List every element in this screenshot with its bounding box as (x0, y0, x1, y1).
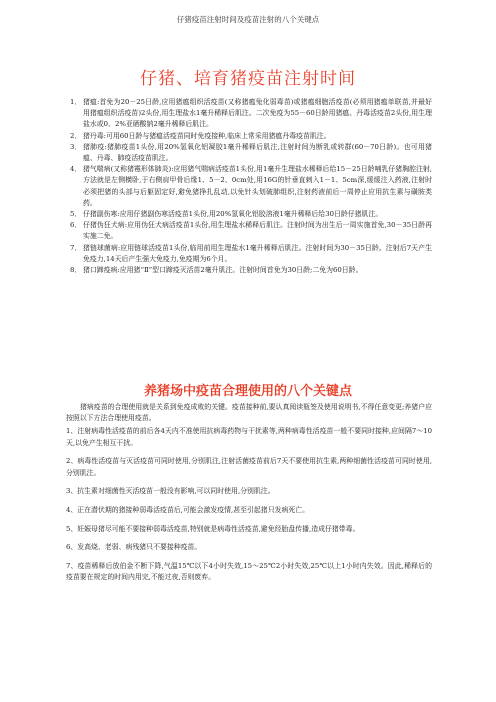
key-point-paragraph: 1、注射病毒性活疫苗的前后各4天内不准使用抗病毒药物与干扰素等,两种病毒性活疫苗一般不要同时接种,应间隔7～10天,以免产生相互干扰。 (66, 427, 432, 447)
item-number: 4． (70, 165, 82, 174)
item-text: 猪瘟:首免为20－25日龄,应用猪瘟组织活疫苗(又称猪瘟兔化弱毒苗)或猪瘟细胞活疫苗(必须用猪瘟单联苗,并最好用猪瘟组织活疫苗)2头份,用生理盐水1毫升稀释后肌注。二次免疫为55－60日龄用猪瘟、丹毒活疫苗2头份,用生理盐水或0、2%亚硒酸钠2毫升稀释后肌注。 (83, 98, 432, 129)
item-text: 仔猪伪狂犬病:应用伪狂犬病活疫苗1头份,用生理盐水稀释后肌注。注射时间为出生后一周实施首免,30－35日龄再实施二免。 (83, 221, 432, 241)
list-item (70, 243, 432, 265)
item-text: 猪口蹄疫病:应用猪“Ⅱ”型口蹄疫灭活苗2毫升肌注。注射时间首免为30日龄;二免为60日龄。 (83, 266, 363, 275)
running-header: 仔猪疫苗注射时间及疫苗注射的八个关键点 (176, 15, 320, 24)
key-point-paragraph: 4、正在潜伏期的猪接种弱毒活疫苗后,可能会激发疫情,甚至引起猪只发病死亡。 (66, 505, 310, 514)
item-number: 2． (70, 131, 82, 140)
key-point-paragraph: 6、发高烧、老弱、病残猪只不要接种疫苗。 (66, 543, 202, 552)
key-point-paragraph: 5、妊娠母猪尽可能不要接种弱毒活疫苗,特别就是病毒性活疫苗,避免经胎盘传播,造成仔猪带毒。 (66, 524, 360, 533)
key-point-paragraph: 2、病毒性活疫苗与灭活疫苗可同时使用,分别肌注,注射活菌疫苗前后7天不要使用抗生素,两种细菌性活疫苗可同时使用,分别肌注。 (66, 457, 432, 477)
list-item (70, 220, 432, 242)
key-points-section (66, 402, 432, 591)
item-text: 仔猪副伤寒:应用仔猪副伤寒活疫苗1头份,用20%氢氧化铝胶溶液1毫升稀释后给30日龄仔猪肌注。 (83, 210, 383, 219)
list-item (70, 209, 432, 220)
item-text: 猪链球菌病:应用链球活疫苗1头份,临用前用生理盐水1毫升稀释后肌注。注射时间为30－35日龄。注射后7天产生免疫力,14天后产生强大免疫力,免疫期为6个月。 (83, 243, 432, 263)
key-point-paragraph: 3、抗生素对细菌性灭活疫苗一般没有影响,可以同时使用,分别肌注。 (66, 487, 275, 496)
list-item (70, 164, 432, 209)
item-number: 5． (70, 210, 82, 219)
key-point-paragraph: 7、疫苗稀释后放伯金不断下降,气温15℃以下4小时失效,15～25℃2小时失效,25℃以上1小时内失效。因此,稀释后的疫苗要在规定的时间内用完,不能过夜,否则废弃。 (66, 562, 432, 582)
intro-paragraph: 猪病疫苗的合理使用就是关系到免疫成败的关键。疫苗接种前,要认真阅读瓶签及使用说明书,不得任意变更;养猪户应按照以下方法合理使用疫苗。 (66, 403, 432, 423)
vaccination-schedule-list (70, 97, 432, 276)
item-number: 7． (70, 243, 82, 252)
list-item (70, 265, 432, 276)
section2-title: 养猪场中疫苗合理使用的八个关键点 (143, 384, 352, 399)
item-number: 6． (70, 221, 82, 230)
item-number: 8． (70, 266, 82, 275)
item-text: 猪气喘病(又称猪霉形体肺炎):应用猪气喘病活疫苗1头份,用1毫升生理盐水稀释后给15－25日龄哺乳仔猪胸腔注射,方法就是左侧横卧,于右侧肩甲骨后缘1、5－2、0cm处,用16G的针垂直刺入1－1、5cm深,缓缓注入药液,注射时必须把猪的头部与后躯固定好,避免猪挣扎乱动,以免针头划破肺组织,注射药液前后一周停止应用抗生素与磺胺类药。 (83, 165, 432, 207)
list-item (70, 142, 432, 164)
list-item (70, 131, 432, 142)
item-text: 猪丹毒:可用60日龄与猪瘟活疫苗同时免疫接种,临床上常采用猪瘟丹毒疫苗肌注。 (83, 131, 331, 140)
item-number: 3． (70, 142, 82, 151)
item-number: 1． (70, 98, 82, 106)
list-item (70, 97, 432, 131)
section1-title: 仔猪、培育猪疫苗注射时间 (140, 69, 356, 89)
item-text: 猪肺疫:猪肺疫苗1头份,用20%氢氧化铝凝胶1毫升稀释后肌注,注射时间为断乳或转群(60－70日龄)。也可用猪瘟、丹毒、肺疫活疫苗肌注。 (83, 142, 432, 163)
